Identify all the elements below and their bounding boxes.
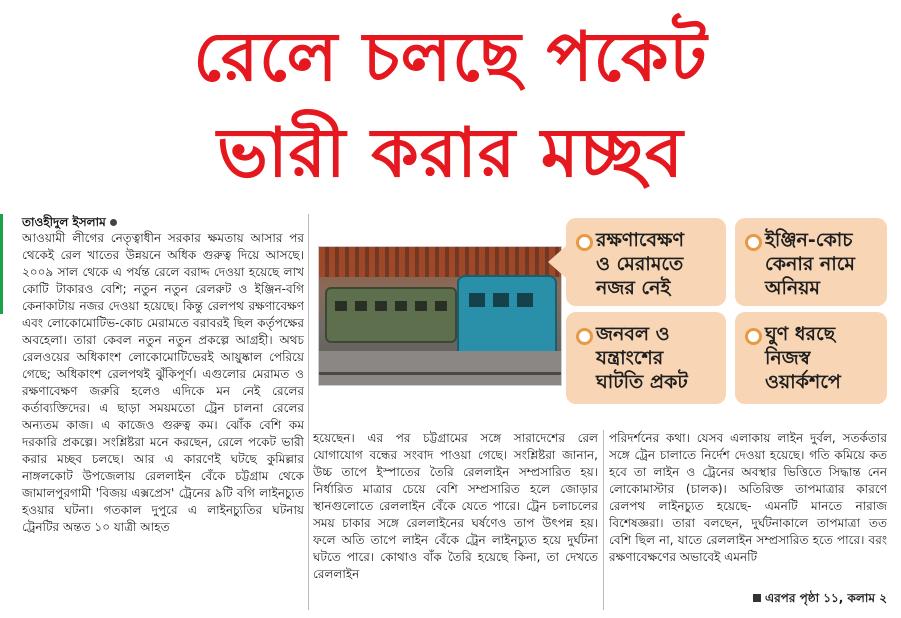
bullet-circle-icon [745,234,762,251]
workshop-roof [319,247,561,277]
bullet-circle-icon [576,234,593,251]
article-column-3 [609,430,887,610]
highlight-box-workshop [735,312,887,404]
coach-window [395,301,407,311]
coach-window [493,293,509,307]
train-workshop-photo [318,246,562,386]
highlight-text [765,228,855,300]
article-text: হয়েছেন। এর পর চট্টগ্রামের সঙ্গে সারাদেশের রেল যোগাযোগ বন্ধের সংবাদ পাওয়া গেছে। সংশ্লিষ্টরা জানান, উচ্চ তাপে ইস্পাতের তৈরি রেললাইন সম্প্রসারিত হয়। নির্ধারিত মাত্রার চেয়ে বেশি সম্প্রসারিত হলে জোড়ার স্থানগুলোতে রেললাইন বেঁকে যেতে পারে। ট্রেন চলাচলের সময় চাকার সঙ্গে রেললাইনের ঘর্ষণেও তাপ উৎপন্ন হয়। ফলে অতি তাপে লাইন বেঁকে ট্রেন লাইনচ্যুত হয়ে দুর্ঘটনা ঘটতে পারে। কোথাও বাঁক তৈরি হয়েছে কিনা, তা দেখতে রেললাইন [313,431,598,581]
byline-bullet-icon [110,219,117,226]
byline-author: তাওহীদুল ইসলাম [22,215,106,229]
bullet-circle-icon [576,328,593,345]
column-divider [603,430,604,610]
coach-window [517,293,533,307]
highlight-line: নজর নেই [596,277,671,299]
highlight-box-maintenance [566,218,726,306]
coach-window [375,301,387,311]
highlight-line: ওয়ার্কশপে [765,371,841,393]
highlight-line: রক্ষণাবেক্ষণ [596,229,684,251]
coach-window [415,301,427,311]
highlight-box-engine-coach [735,218,887,306]
left-accent-bar [0,214,3,314]
highlight-line: নিজস্ব [765,347,811,369]
highlight-line: ঘুণ ধরছে [765,323,836,345]
headline-line-2: ভারী করার মচ্ছব [217,114,684,193]
highlight-line: জনবল ও [596,323,670,345]
highlight-box-manpower [566,312,726,404]
workshop-floor [319,351,561,385]
callout-pointer [548,246,566,278]
column-divider [308,214,309,610]
highlight-line: অনিয়ম [765,277,820,299]
square-bullet-icon [753,594,761,602]
article-text: পরিদর্শনের কথা। যেসব এলাকায় লাইন দুর্বল, সতর্কতার সঙ্গে ট্রেন চালাতে নির্দেশ দেওয়া হয়েছে। গতি কমিয়ে কত হবে তা লাইন ও ট্রেনের অবস্থার ভিত্তিতে সিদ্ধান্ত নেন লোকোমাস্টার (চালক)। অতিরিক্ত তাপমাত্রার কারণে রেলপথ লাইনচ্যুত হয়েছে- এমনটি মানতে নারাজ বিশেষজ্ঞরা। তারা বলছেন, দুর্ঘটনাকালে তাপমাত্রা তত বেশি ছিল না, যাতে রেললাইন সম্প্রসারিত হতে পারে। বরং রক্ষণাবেক্ষণের অভাবেই এমনটি [609,431,887,564]
green-coach [325,287,457,343]
highlight-line: ও মেরামতে [596,253,684,275]
article-column-2 [313,430,598,610]
highlight-line: যন্ত্রাংশের [596,347,664,369]
coach-window [435,301,447,311]
highlight-line: কেনার নামে [765,253,855,275]
highlight-text [596,228,684,300]
blue-coach [457,275,557,359]
rail-track [319,372,561,375]
highlight-text [765,322,841,394]
highlight-line: ঘাটতি প্রকট [596,371,688,393]
headline-line-1: রেলে চলছে পকেট [193,18,708,97]
bullet-circle-icon [745,328,762,345]
coach-window [469,293,485,307]
highlight-line: ইঞ্জিন-কোচ [765,229,853,251]
article-text: আওয়ামী লীগের নেতৃত্বাধীন সরকার ক্ষমতায় আসার পর থেকেই রেল খাতের উন্নয়নে অধিক গুরুত্ব দিয়ে আসছে। ২০০৯ সাল থেকে এ পর্যন্ত রেলে বরাদ্দ দেওয়া হয়েছে লাখ কোটি টাকারও বেশি; নতুন নতুন রেলরুট ও ইঞ্জিন-বগি কেনাকাটায় নজর দেওয়া হয়েছে। কিন্তু রেলপথ রক্ষণাবেক্ষণ এবং লোকোমোটিভ-কোচ মেরামতে বরাবরই ছিল কর্তৃপক্ষের অবহেলা। তারা কেবল নতুন নতুন প্রকল্পে আগ্রহী। অথচ রেলওয়ের অধিকাংশ লোকোমোটিভেরই আয়ুষ্কাল পেরিয়ে গেছে; অধিকাংশ রেলপথই ঝুঁকিপূর্ণ। এগুলোর মেরামত ও রক্ষণাবেক্ষণ জরুরি হলেও এদিকে মন নেই রেলের কর্তাব্যক্তিদের। এ ছাড়া সময়মতো ট্রেন চালনা রেলের অন্যতম কাজ। এ কাজেও গুরুত্ব কম। ঝোঁক বেশি কম দরকারি প্রকল্পে। সংশ্লিষ্টরা মনে করছেন, রেলে পকেট ভারী করার মচ্ছব চলছে। আর এ কারণেই ঘটছে কুমিল্লার নাঙ্গলকোট উপজেলায় রেললাইন বেঁকে চট্টগ্রাম থেকে জামালপুরগামী 'বিজয় এক্সপ্রেস' ট্রেনের ৯টি বগি লাইনচ্যুত হওয়ার ঘটনা। গতকাল দুপুরে এ লাইনচ্যুতির ঘটনায় ট্রেনটির অন্তত ১০ যাত্রী আহত [22,231,304,534]
continuation-note [749,590,887,610]
article-column-1 [22,230,304,608]
coach-window [355,301,367,311]
continuation-text: এরপর পৃষ্ঠা ১১, কলাম ২ [764,591,887,605]
coach-window [335,301,347,311]
highlight-text [596,322,688,394]
